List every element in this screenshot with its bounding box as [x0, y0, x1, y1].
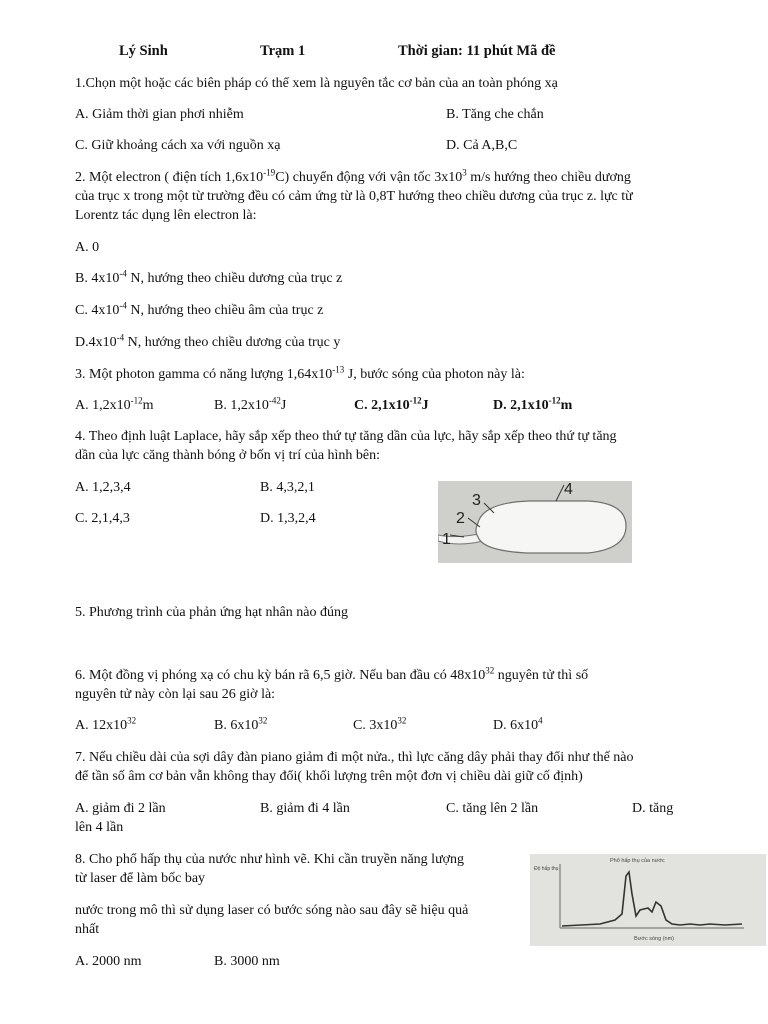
q2-option-c: C. $4x10^{-4}$ N, hướng theo chiều âm của trục z — [75, 300, 324, 318]
q3-option-c: C. $2,1x10^{-12}J$ — [354, 395, 429, 413]
q3-text: 3. Một photon gamma có năng lượng $1,64x10^{-13}$ J, bước sóng của photon này là: — [75, 364, 525, 382]
q2-line2: của trục x trong một từ trường đều có cảm ứng từ là 0,8T hướng theo chiều dương của trục z. lực từ — [75, 189, 633, 204]
q2-option-d: $D.4x10^{-4}$ N, hướng theo chiều dương của trục y — [75, 332, 341, 350]
q8-option-b: B. 3000 nm — [214, 954, 280, 969]
spectrum-xlabel: Bước sóng (nm) — [634, 936, 674, 942]
q2-line1: 2. Một electron ( điện tích $1,6x10^{-19}C$) chuyển động với vận tốc $3x10^3$ m/s hướng theo chiều dương — [75, 167, 631, 185]
q1-option-d: D. Cả A,B,C — [446, 138, 518, 153]
header-station: Trạm 1 — [260, 43, 306, 59]
q8-line3: nước trong mô thì sử dụng laser có bước sóng nào sau đây sẽ hiệu quả — [75, 903, 469, 918]
q1-option-c: C. Giữ khoảng cách xa với nguồn xạ — [75, 138, 281, 153]
q6-option-c: C. $3x10^{32}$ — [353, 715, 407, 733]
header-subject: Lý Sinh — [119, 43, 168, 59]
q7-option-c: C. tăng lên 2 lần — [446, 801, 539, 816]
q6-option-d: D. $6x10^4$ — [493, 715, 543, 733]
absorption-spectrum-figure — [530, 854, 766, 946]
balloon-label-3: 3 — [472, 492, 481, 509]
q7-option-d: D. tăng — [632, 801, 674, 816]
q7-line2: để tần số âm cơ bản vẫn không thay đổi( khối lượng trên một đơn vị chiều dài giữ cố định) — [75, 769, 583, 784]
q3-option-d: D. $2,1x10^{-12}m$ — [493, 395, 573, 413]
q4-option-a: A. 1,2,3,4 — [75, 480, 131, 495]
q8-line2: từ laser để làm bốc bay — [75, 871, 206, 886]
q6-option-b: B. $6x10^{32}$ — [214, 715, 268, 733]
q4-line2: dần của lực căng thành bóng ở bốn vị trí của hình bên: — [75, 448, 381, 463]
q3-option-a: A. $1,2x10^{-12}m$ — [75, 395, 154, 413]
q1-option-b: B. Tăng che chắn — [446, 107, 544, 122]
balloon-figure — [438, 481, 632, 563]
q7-option-b: B. giảm đi 4 lần — [260, 801, 350, 816]
q7-option-d-cont: lên 4 lần — [75, 820, 124, 835]
spectrum-title: Phổ hấp thụ của nước — [610, 858, 665, 864]
balloon-label-1: 1 — [442, 531, 451, 548]
header-time: Thời gian: 11 phút Mã đề — [398, 43, 556, 59]
q4-option-c: C. 2,1,4,3 — [75, 511, 130, 526]
q7-line1: 7. Nếu chiều dài của sợi dây đàn piano giảm đi một nửa., thì lực căng dây phải thay đổi như thế nào — [75, 750, 634, 765]
q4-line1: 4. Theo định luật Laplace, hãy sắp xếp theo thứ tự tăng dần của lực, hãy sắp xếp theo thứ tự tăng — [75, 429, 617, 444]
q8-option-a: A. 2000 nm — [75, 954, 142, 969]
q1-option-a: A. Giảm thời gian phơi nhiễm — [75, 107, 244, 122]
q8-line1: 8. Cho phổ hấp thụ của nước như hình vẽ. Khi cần truyền năng lượng — [75, 852, 465, 867]
q4-option-b: B. 4,3,2,1 — [260, 480, 315, 495]
q6-line2: nguyên tử này còn lại sau 26 giờ là: — [75, 687, 276, 702]
q5-text: 5. Phương trình của phản ứng hạt nhân nào đúng — [75, 605, 348, 620]
q2-option-a: A. 0 — [75, 240, 100, 255]
q6-option-a: A. $12x10^{32}$ — [75, 715, 137, 733]
q1-text: 1.Chọn một hoặc các biên pháp có thể xem là nguyên tắc cơ bản của an toàn phóng xạ — [75, 76, 558, 91]
q7-option-a: A. giảm đi 2 lần — [75, 801, 166, 816]
balloon-label-4: 4 — [564, 481, 573, 498]
q2-line3: Lorentz tác dụng lên electron là: — [75, 208, 257, 223]
q8-line4: nhất — [75, 922, 100, 937]
q3-option-b: B. $1,2x10^{-42}J$ — [214, 395, 287, 413]
q6-line1: 6. Một đồng vị phóng xạ có chu kỳ bán rã 6,5 giờ. Nếu ban đầu có $48x10^{32}$ nguyên tử thì số — [75, 665, 589, 683]
q4-option-d: D. 1,3,2,4 — [260, 511, 316, 526]
spectrum-ylabel: Độ hấp thụ — [534, 866, 559, 872]
q2-option-b: B. $4x10^{-4}$ N, hướng theo chiều dương của trục z — [75, 268, 343, 286]
balloon-label-2: 2 — [456, 510, 465, 527]
